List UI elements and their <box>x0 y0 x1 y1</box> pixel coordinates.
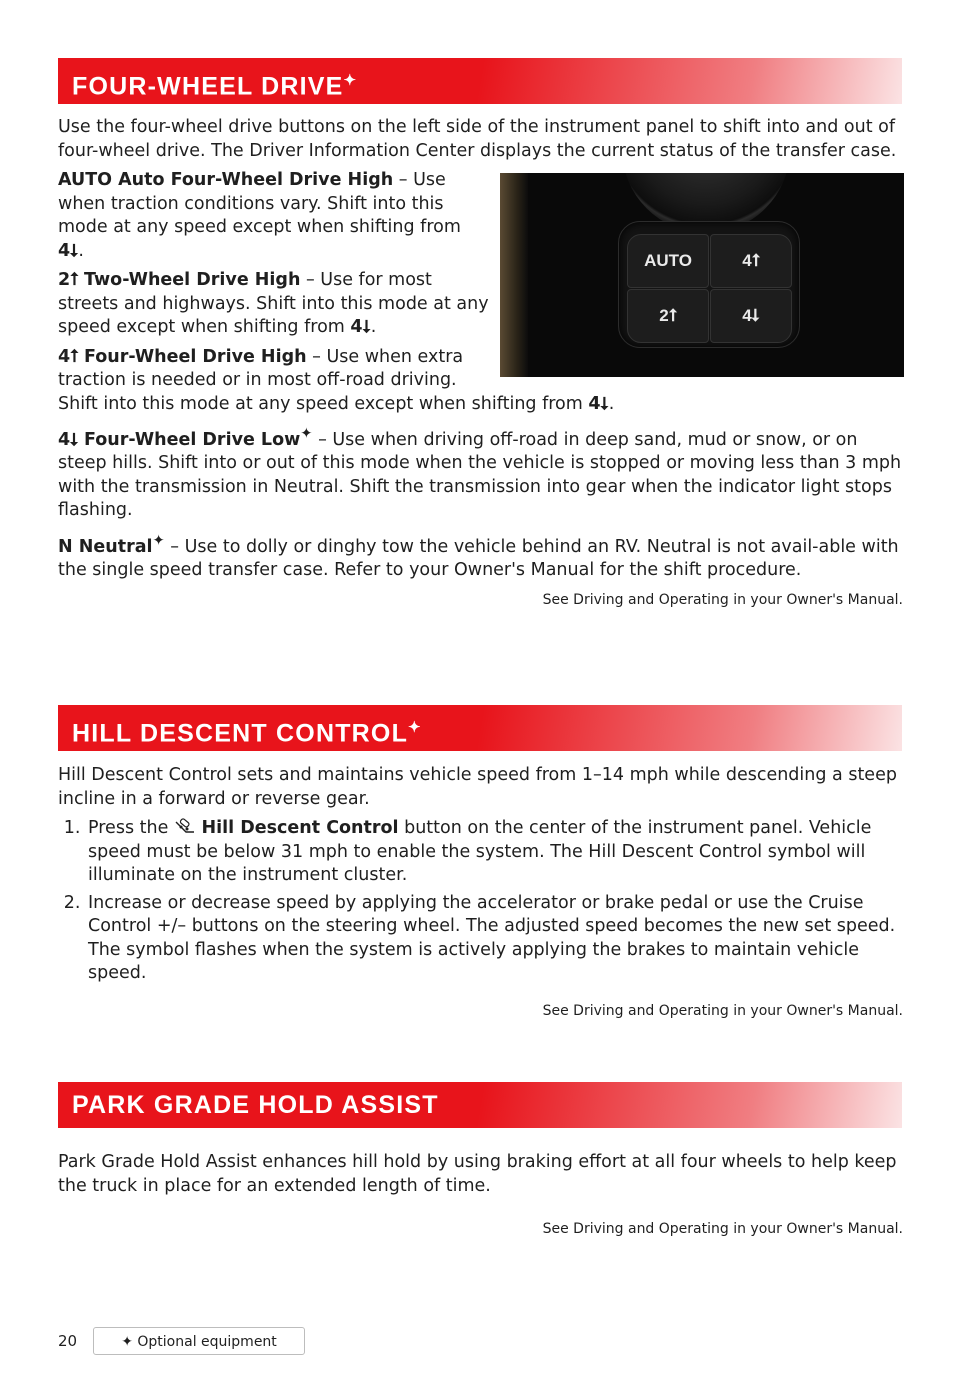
4hi-icon: 4⭡ <box>58 346 79 367</box>
optional-equipment-mark: ✦ <box>408 719 422 736</box>
auto-mode-item: AUTO Auto Four-Wheel Drive High – Use when traction conditions vary. Shift into this mode at any speed except when shifting from 4⭣. <box>58 170 461 261</box>
section-header-hill-descent-control: HILL DESCENT CONTROL✦ <box>58 705 902 751</box>
drive-mode-button-panel <box>618 221 800 348</box>
optional-equipment-legend: ✦ Optional equipment <box>93 1327 305 1355</box>
steps-list <box>58 817 903 986</box>
owners-manual-reference: See Driving and Operating in your Owner's Manual. <box>542 591 903 608</box>
owners-manual-reference: See Driving and Operating in your Owner's Manual. <box>542 1002 903 1019</box>
2hi-icon: 2⭡ <box>58 270 79 290</box>
4lo-icon: 4⭣ <box>350 317 371 337</box>
section-park-grade-hold-assist <box>58 1151 903 1242</box>
section-header-park-grade-hold-assist: PARK GRADE HOLD ASSIST <box>58 1082 902 1128</box>
optional-equipment-mark: ✦ <box>121 1334 133 1350</box>
section-header-four-wheel-drive: FOUR-WHEEL DRIVE✦ <box>58 58 902 104</box>
optional-equipment-mark: ✦ <box>343 72 358 89</box>
four-low-item: 4⭣ Four-Wheel Drive Low✦ – Use when driving off-road in deep sand, mud or snow, or on steep hills. Shift into or out of this mode when the vehicle is stopped or moving less than 3 mph with the transmission in Neutral. Shift the transmission into gear when the indicator light stops flashing. <box>58 425 902 521</box>
hill-descent-icon <box>174 818 196 836</box>
page-number: 20 <box>58 1332 78 1350</box>
owners-manual-reference: See Driving and Operating in your Owner's Manual. <box>542 1221 903 1237</box>
intro-text: Use the four-wheel drive buttons on the left side of the instrument panel to shift into and out of four-wheel drive. The Driver Information Center displays the current status of the transfer case. <box>58 117 897 161</box>
optional-equipment-mark: ✦ <box>300 425 313 442</box>
intro-text: Hill Descent Control sets and maintains vehicle speed from 1–14 mph while descending a steep incline in a forward or reverse gear. <box>58 765 897 809</box>
4lo-button-image: 4⭣ <box>710 289 792 343</box>
section-hill-descent-control <box>58 764 903 1023</box>
4lo-icon: 4⭣ <box>58 240 79 261</box>
auto-button-image: AUTO <box>627 234 709 288</box>
section-four-wheel-drive <box>58 116 903 612</box>
4lo-icon: 4⭣ <box>58 429 79 450</box>
four-wheel-drive-buttons-photo <box>500 173 904 377</box>
two-wheel-item: 2⭡ Two-Wheel Drive High – Use for most streets and highways. Shift into this mode at any speed except when shifting from 4⭣. <box>58 270 489 337</box>
2hi-button-image: 2⭡ <box>627 289 709 343</box>
4hi-button-image: 4⭡ <box>710 234 792 288</box>
list-item: 1. Press the Hill Descent Control button on the center of the instrument panel. Vehicle speed must be below 31 mph to enable the system. The Hill Descent Control symbol will illuminate on the instrument cluster. <box>86 817 903 888</box>
four-high-item: 4⭡ Four-Wheel Drive High – Use when extra traction is needed or in most off-road driving. Shift into this mode at any speed except when shifting from 4⭣. <box>58 346 615 414</box>
list-item: 2. Increase or decrease speed by applying the accelerator or brake pedal or use the Cruise Control +/– buttons on the steering wheel. The adjusted speed becomes the new set speed. The symbol flashes when the system is actively applying the brakes to maintain vehicle speed. <box>86 892 903 986</box>
neutral-item: N Neutral✦ – Use to dolly or dinghy tow the vehicle behind an RV. Neutral is not avail-able with the single speed transfer case. Refer to your Owner's Manual for the shift procedure. <box>58 531 899 581</box>
optional-equipment-mark: ✦ <box>152 531 165 549</box>
4lo-icon: 4⭣ <box>588 393 609 414</box>
intro-text: Park Grade Hold Assist enhances hill hold by using braking effort at all four wheels to help keep the truck in place for an extended length of time. <box>58 1152 897 1196</box>
